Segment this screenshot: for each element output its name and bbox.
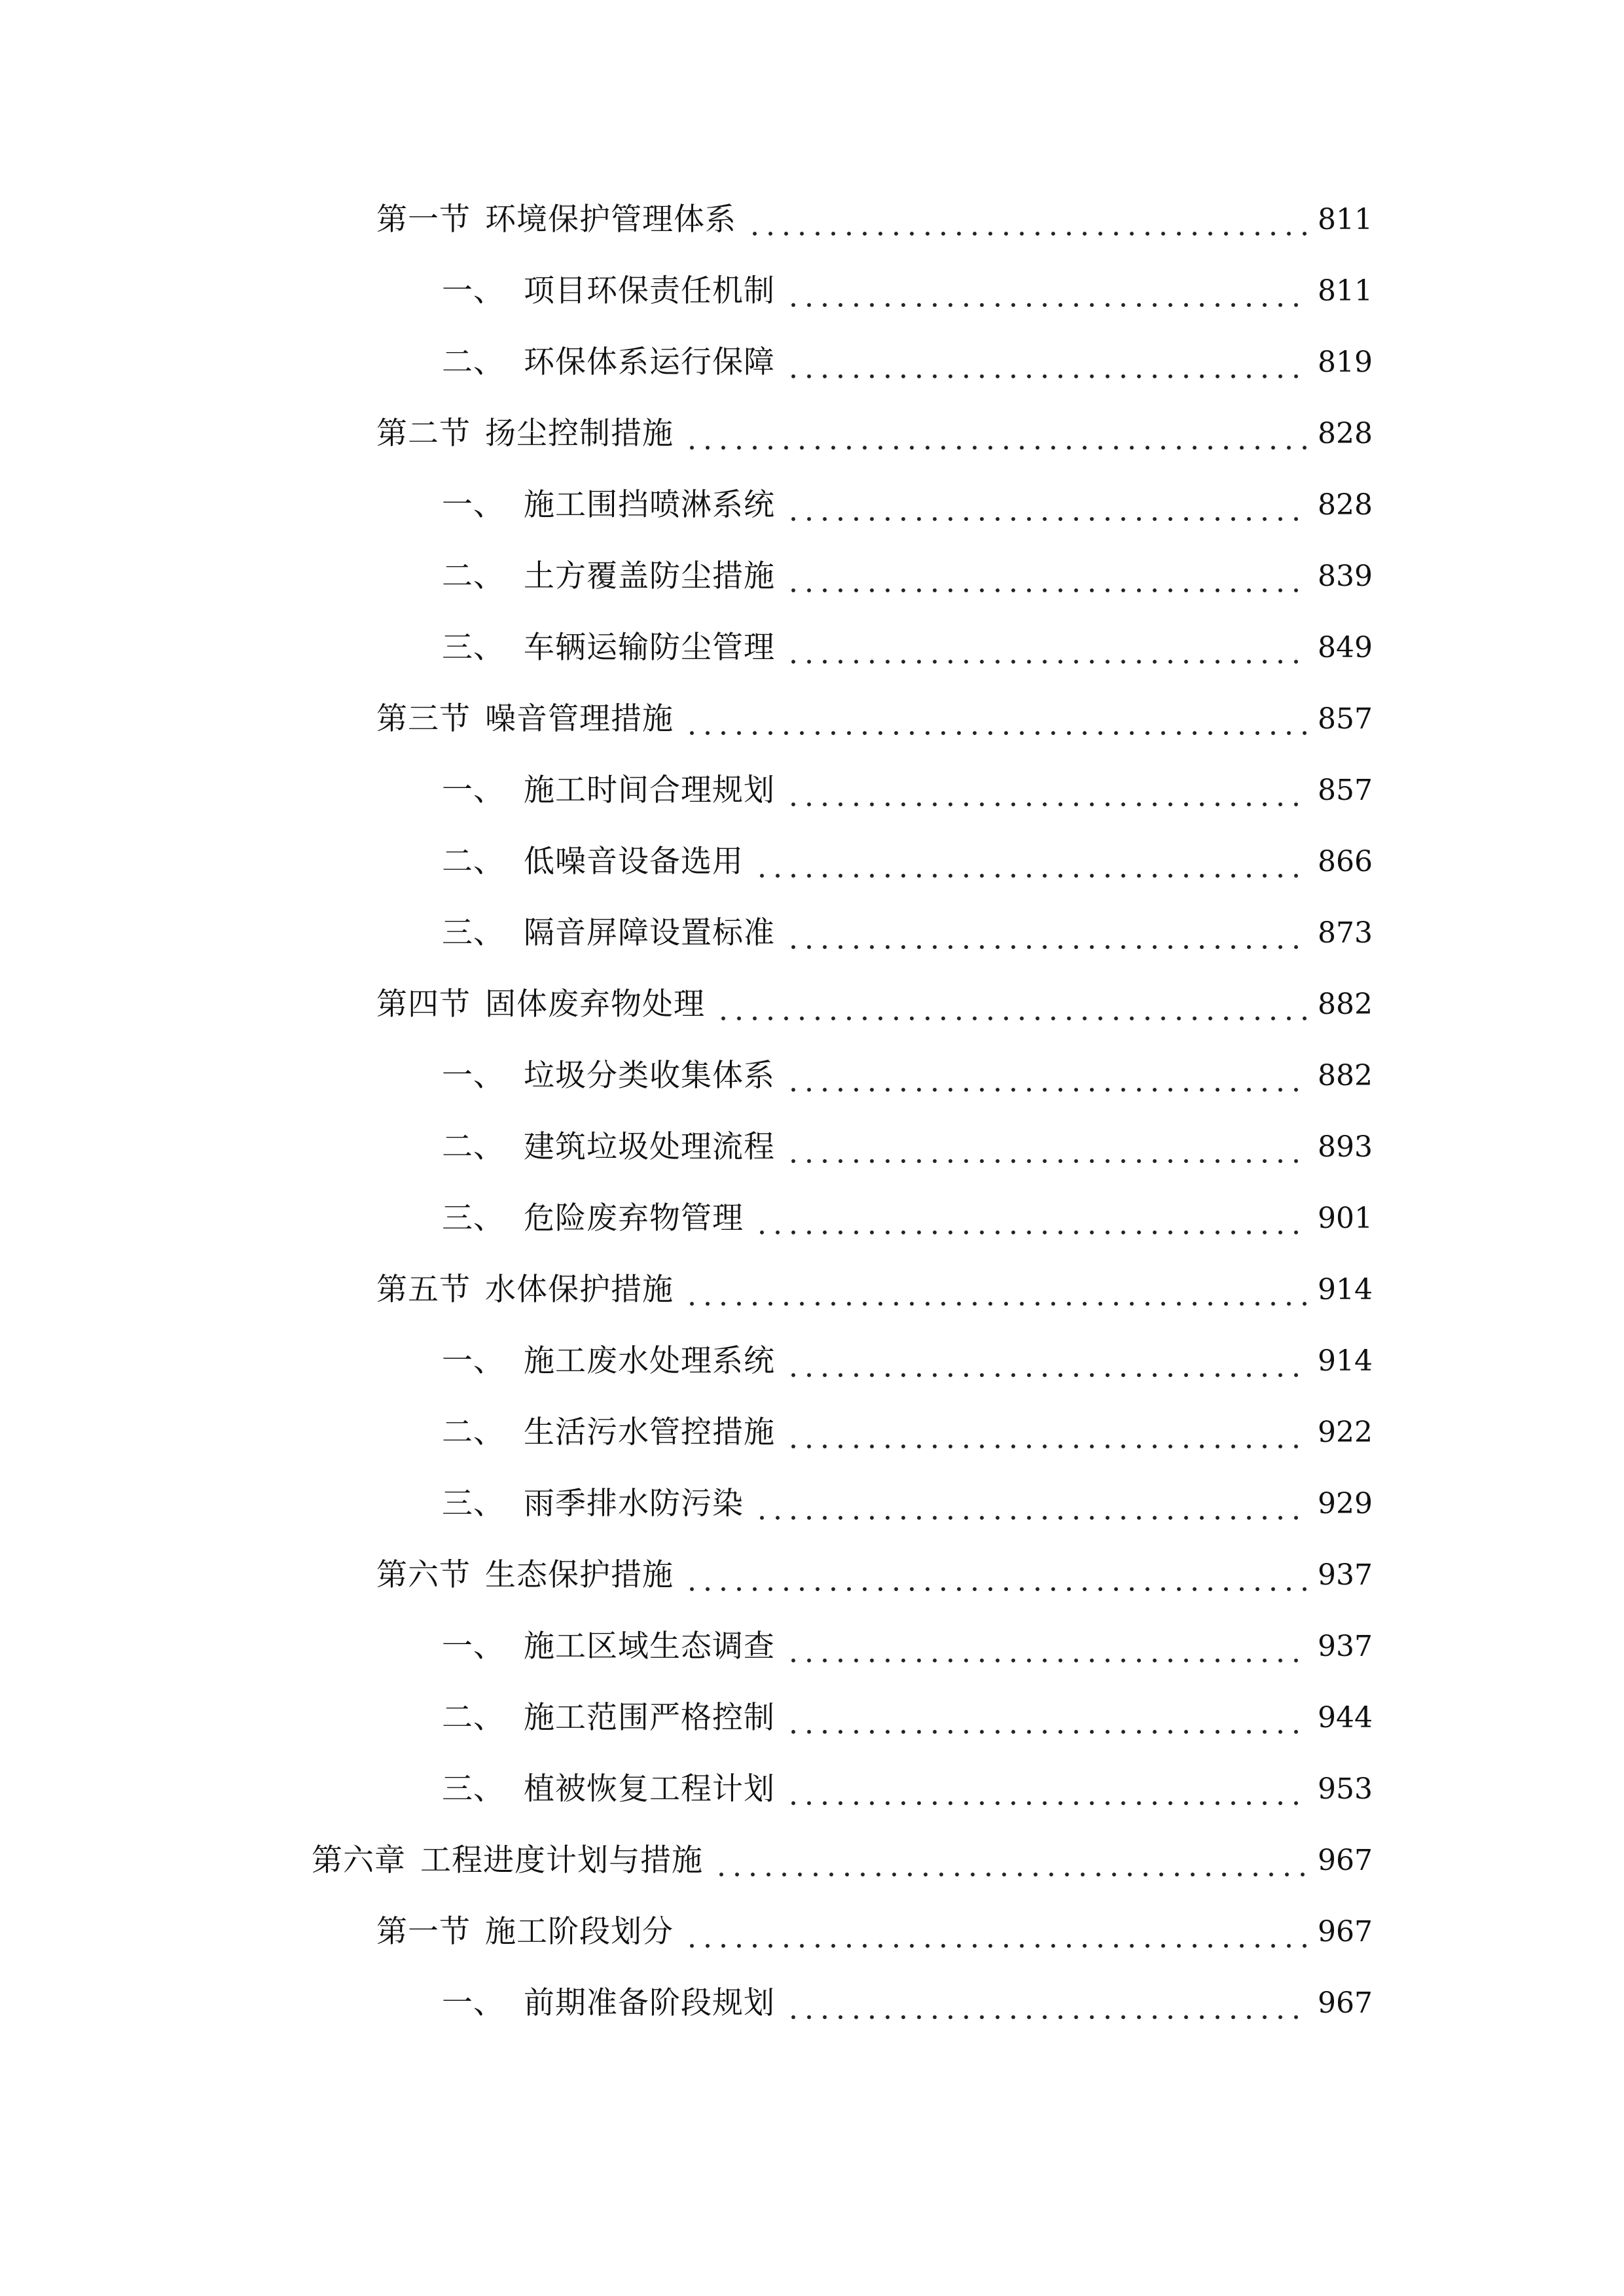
dot-leader [785,907,1308,960]
toc-entry-number: 第二节 [376,416,471,452]
toc-entry-subsection[interactable] [442,336,1373,389]
toc-entry-title: 隔音屏障设置标准 [524,915,775,951]
toc-entry-page: 882 [1318,1059,1373,1092]
toc-entry-label [442,1050,775,1102]
toc-entry-number: 第六章 [312,1842,406,1878]
toc-entry-title: 建筑垃圾处理流程 [524,1129,775,1165]
toc-entry-title: 低噪音设备选用 [524,844,744,880]
toc-entry-number: 一、 [442,1628,505,1664]
dot-leader [785,1407,1308,1459]
toc-entry-label [442,764,775,817]
toc-entry-number: 三、 [442,915,505,951]
toc-entry-page: 839 [1318,560,1373,593]
toc-entry-page: 857 [1318,774,1373,807]
toc-entry-subsection[interactable] [442,1763,1373,1816]
dot-leader [785,764,1308,817]
toc-entry-title: 工程进度计划与措施 [420,1842,703,1878]
toc-entry-number: 三、 [442,1200,505,1236]
toc-entry-title: 噪音管理措施 [485,701,674,737]
toc-entry-label [442,907,775,960]
toc-entry-number: 二、 [442,844,505,880]
dot-leader [754,1478,1308,1530]
toc-entry-number: 二、 [442,558,505,594]
toc-entry-subsection[interactable] [442,1621,1373,1673]
toc-entry-subsection[interactable] [442,1977,1373,2030]
toc-entry-label [376,408,674,460]
toc-entry-title: 扬尘控制措施 [485,416,674,452]
toc-entry-number: 一、 [442,487,505,523]
toc-entry-title: 车辆运输防尘管理 [524,630,775,666]
dot-leader [747,194,1308,246]
dot-leader [684,1264,1308,1316]
toc-entry-title: 施工区域生态调查 [524,1628,775,1664]
toc-entry-title: 施工阶段划分 [485,1914,674,1950]
toc-entry-chapter[interactable] [312,1835,1373,1887]
dot-leader [785,622,1308,674]
toc-entry-subsection[interactable] [442,764,1373,817]
toc-entry-title: 施工范围严格控制 [524,1700,775,1736]
toc-entry-title: 垃圾分类收集体系 [524,1058,775,1094]
toc-entry-number: 三、 [442,1771,505,1807]
dot-leader [684,1906,1308,1958]
toc-entry-subsection[interactable] [442,1478,1373,1530]
toc-entry-page: 967 [1318,1915,1373,1948]
toc-entry-label [312,1835,703,1887]
toc-entry-title: 危险废弃物管理 [524,1200,744,1236]
toc-entry-number: 二、 [442,1700,505,1736]
toc-entry-subsection[interactable] [442,1193,1373,1245]
toc-entry-section[interactable] [376,1264,1373,1316]
dot-leader [684,408,1308,460]
toc-entry-label [442,1977,775,2030]
toc-entry-number: 第一节 [376,1914,471,1950]
toc-entry-subsection[interactable] [442,1692,1373,1744]
toc-entry-page: 866 [1318,845,1373,878]
toc-entry-title: 环境保护管理体系 [485,202,736,238]
toc-entry-number: 一、 [442,1058,505,1094]
toc-entry-page: 857 [1318,702,1373,736]
toc-entry-label [442,1763,775,1816]
toc-entry-page: 811 [1318,203,1373,236]
toc-entry-subsection[interactable] [442,622,1373,674]
toc-entry-number: 一、 [442,772,505,808]
toc-entry-page: 882 [1318,988,1373,1021]
dot-leader [785,1121,1308,1174]
toc-entry-section[interactable] [376,408,1373,460]
dot-leader [785,1692,1308,1744]
toc-entry-page: 967 [1318,1844,1373,1877]
dot-leader [785,1763,1308,1816]
toc-entry-page: 914 [1318,1273,1373,1306]
toc-entry-subsection[interactable] [442,1050,1373,1102]
toc-entry-page: 937 [1318,1630,1373,1663]
toc-entry-section[interactable] [376,978,1373,1031]
toc-entry-title: 雨季排水防污染 [524,1486,744,1522]
dot-leader [785,1621,1308,1673]
toc-entry-number: 二、 [442,1129,505,1165]
toc-entry-page: 967 [1318,1986,1373,2020]
toc-entry-page: 944 [1318,1701,1373,1734]
toc-entry-label [442,265,775,317]
dot-leader [754,836,1308,888]
toc-entry-subsection[interactable] [442,1121,1373,1174]
toc-entry-title: 施工时间合理规划 [524,772,775,808]
toc-entry-title: 植被恢复工程计划 [524,1771,775,1807]
toc-entry-label [442,1335,775,1388]
toc-entry-number: 二、 [442,1414,505,1450]
toc-entry-label [442,1478,744,1530]
toc-entry-page: 811 [1318,274,1373,308]
toc-entry-page: 873 [1318,916,1373,950]
toc-entry-label [442,836,744,888]
toc-entry-number: 第六节 [376,1557,471,1593]
toc-entry-page: 849 [1318,631,1373,664]
toc-entry-number: 一、 [442,273,505,309]
toc-entry-title: 固体废弃物处理 [485,986,705,1022]
dot-leader [715,978,1308,1031]
toc-entry-label [376,1906,674,1958]
toc-entry-title: 生活污水管控措施 [524,1414,775,1450]
toc-entry-label [442,1121,775,1174]
toc-entry-label [376,1264,674,1316]
toc-entry-title: 施工围挡喷淋系统 [524,487,775,523]
dot-leader [684,1549,1308,1602]
toc-entry-subsection[interactable] [442,1335,1373,1388]
toc-entry-label [442,1692,775,1744]
dot-leader [785,265,1308,317]
toc-entry-page: 893 [1318,1130,1373,1164]
dot-leader [785,1335,1308,1388]
toc-entry-subsection[interactable] [442,479,1373,531]
toc-entry-label [376,194,736,246]
toc-entry-number: 第三节 [376,701,471,737]
toc-entry-section[interactable] [376,1549,1373,1602]
toc-entry-label [442,1193,744,1245]
toc-entry-number: 第一节 [376,202,471,238]
toc-entry-page: 828 [1318,488,1373,522]
toc-entry-label [442,1407,775,1459]
toc-entry-title: 前期准备阶段规划 [524,1985,775,2021]
toc-entry-number: 一、 [442,1343,505,1379]
toc-entry-title: 水体保护措施 [485,1272,674,1308]
toc-entry-title: 土方覆盖防尘措施 [524,558,775,594]
toc-entry-label [376,1549,674,1602]
toc-entry-page: 953 [1318,1772,1373,1806]
toc-entry-number: 第四节 [376,986,471,1022]
toc-entry-label [442,622,775,674]
dot-leader [785,1977,1308,2030]
toc-entry-title: 项目环保责任机制 [524,273,775,309]
toc-entry-number: 三、 [442,1486,505,1522]
toc-entry-subsection[interactable] [442,265,1373,317]
toc-entry-section[interactable] [376,1906,1373,1958]
toc-entry-page: 922 [1318,1416,1373,1449]
toc-entry-label [376,978,705,1031]
toc-entry-section[interactable] [376,693,1373,745]
dot-leader [754,1193,1308,1245]
dot-leader [684,693,1308,745]
toc-entry-page: 914 [1318,1344,1373,1378]
dot-leader [785,336,1308,389]
dot-leader [785,1050,1308,1102]
toc-entry-subsection[interactable] [442,550,1373,603]
toc-entry-page: 929 [1318,1487,1373,1520]
toc-entry-number: 一、 [442,1985,505,2021]
toc-entry-label [442,1621,775,1673]
toc-entry-subsection[interactable] [442,907,1373,960]
toc-entry-label [376,693,674,745]
toc-entry-title: 环保体系运行保障 [524,344,775,380]
toc-entry-subsection[interactable] [442,836,1373,888]
toc-entry-page: 819 [1318,346,1373,379]
toc-entry-label [442,479,775,531]
toc-entry-number: 二、 [442,344,505,380]
toc-entry-number: 第五节 [376,1272,471,1308]
toc-entry-title: 施工废水处理系统 [524,1343,775,1379]
toc-entry-label [442,550,775,603]
toc-entry-page: 937 [1318,1558,1373,1592]
toc-entry-page: 901 [1318,1202,1373,1235]
toc-entry-section[interactable] [376,194,1373,246]
dot-leader [785,550,1308,603]
toc-entry-title: 生态保护措施 [485,1557,674,1593]
toc-entry-number: 三、 [442,630,505,666]
toc-entry-subsection[interactable] [442,1407,1373,1459]
toc-entry-page: 828 [1318,417,1373,450]
dot-leader [713,1835,1308,1887]
toc-entry-label [442,336,775,389]
dot-leader [785,479,1308,531]
